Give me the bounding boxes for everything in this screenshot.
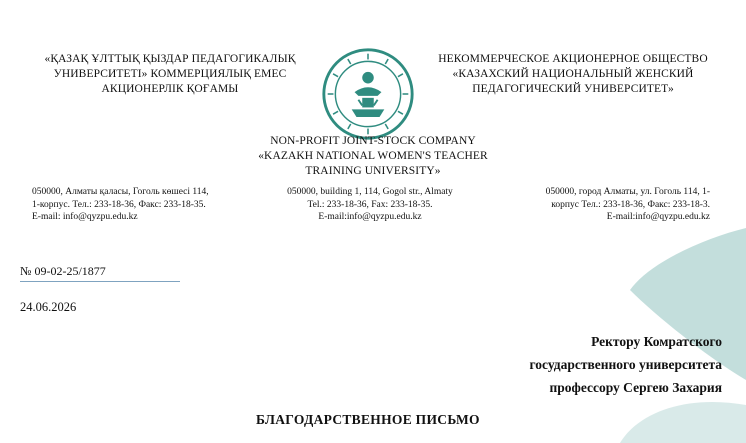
address-russian (470, 186, 710, 224)
header-russian-line: НЕКОММЕРЧЕСКОЕ АКЦИОНЕРНОЕ ОБЩЕСТВО (438, 53, 708, 65)
header-english-name (218, 134, 528, 179)
recipient-line: профессору Сергею Захария (549, 380, 722, 395)
header-english-line: «KAZAKH NATIONAL WOMEN'S TEACHER (258, 150, 488, 162)
address-line: 050000, Алматы қаласы, Гоголь көшесі 114, (32, 187, 209, 197)
address-line: 050000, building 1, 114, Gogol str., Almaty (287, 187, 453, 197)
address-line: Tel.: 233-18-36, Fax: 233-18-35. (307, 199, 433, 210)
recipient-line: государственного университета (529, 357, 722, 372)
registration-underline (20, 281, 180, 282)
address-line: корпус Тел.: 233-18-36, Факс: 233-18-3. (551, 199, 710, 210)
address-english (250, 186, 490, 224)
address-kazakh (32, 186, 272, 224)
header-kazakh-line: УНИВЕРСИТЕТІ» КОММЕРЦИЯЛЫҚ ЕМЕС (53, 68, 287, 80)
header-russian-line: ПЕДАГОГИЧЕСКИЙ УНИВЕРСИТЕТ» (472, 83, 674, 95)
address-line: 1-корпус. Тел.: 233-18-36, Факс: 233-18-35. (32, 199, 206, 210)
header-english-line: NON-PROFIT JOINT-STOCK COMPANY (270, 135, 476, 147)
header-russian-line: «КАЗАХСКИЙ НАЦИОНАЛЬНЫЙ ЖЕНСКИЙ (452, 68, 694, 80)
address-line: E-mail:info@qyzpu.edu.kz (606, 212, 710, 222)
header-english-line: TRAINING UNIVERSITY» (305, 165, 441, 177)
header-kazakh-name (20, 52, 320, 97)
header-kazakh-line: АКЦИОНЕРЛІК ҚОҒАМЫ (101, 83, 239, 95)
recipient-block (420, 330, 722, 399)
university-emblem-icon (320, 46, 416, 142)
registration-number: № 09-02-25/1877 (20, 264, 106, 278)
header-kazakh-line: «ҚАЗАҚ ҰЛТТЫҚ ҚЫЗДАР ПЕДАГОГИКАЛЫҚ (44, 53, 296, 65)
address-line: 050000, город Алматы, ул. Гоголь 114, 1- (545, 187, 710, 197)
letter-title: БЛАГОДАРСТВЕННОЕ ПИСЬМО (256, 412, 480, 427)
document-date: 24.06.2026 (20, 300, 77, 314)
address-line: E-mail:info@qyzpu.edu.kz (318, 212, 422, 222)
recipient-line: Ректору Комратского (591, 334, 722, 349)
header-russian-name (416, 52, 730, 97)
address-line: E-mail: info@qyzpu.edu.kz (32, 212, 138, 222)
